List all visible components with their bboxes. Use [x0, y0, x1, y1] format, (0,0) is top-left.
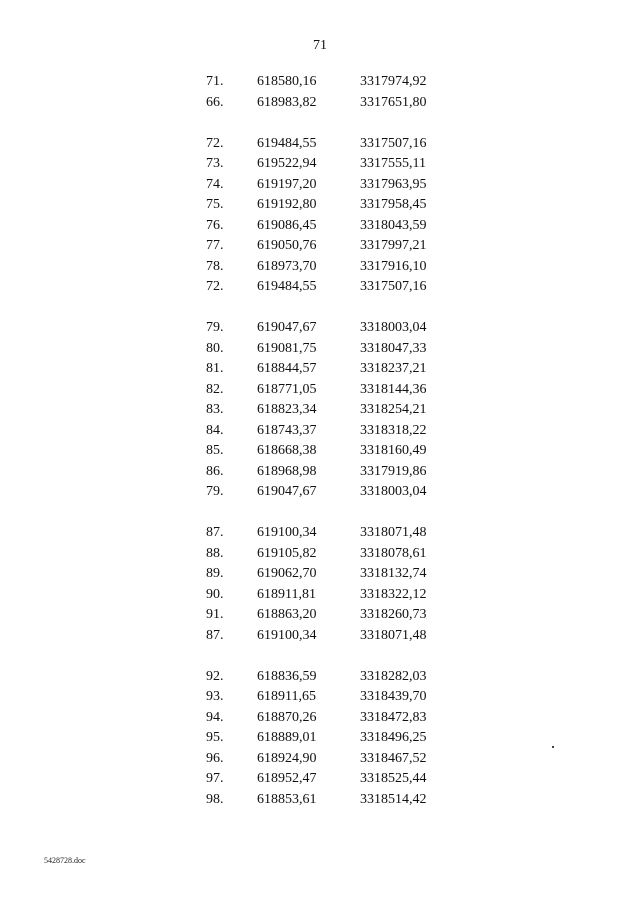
point-number: 85.: [206, 443, 224, 458]
y-coordinate: 3318322,12: [360, 586, 427, 602]
y-coordinate: 3317963,95: [360, 176, 427, 192]
point-number: 89.: [206, 566, 224, 581]
x-coordinate: 619100,34: [257, 627, 317, 643]
y-coordinate: 3318144,36: [360, 381, 427, 397]
point-number: 88.: [206, 545, 224, 561]
table-row: [0, 544, 640, 565]
point-number: 87.: [206, 627, 224, 643]
point-number: 94.: [206, 709, 224, 725]
x-coordinate: 619192,80: [257, 197, 317, 212]
y-coordinate: 3318003,04: [360, 484, 427, 499]
coordinate-table: [0, 72, 640, 831]
point-number: 72.: [206, 279, 224, 294]
y-coordinate: 3317555,11: [360, 156, 426, 171]
point-number: 87.: [206, 525, 224, 540]
point-number: 74.: [206, 176, 224, 192]
table-row: [0, 462, 640, 483]
x-coordinate: 619484,55: [257, 135, 317, 151]
point-number: 76.: [206, 217, 224, 233]
y-coordinate: 3318318,22: [360, 422, 427, 438]
table-row: [0, 134, 640, 155]
x-coordinate: 618983,82: [257, 94, 317, 110]
y-coordinate: 3318043,59: [360, 217, 427, 233]
x-coordinate: 619047,67: [257, 484, 317, 499]
x-coordinate: 618870,26: [257, 709, 317, 725]
point-number: 90.: [206, 586, 224, 602]
table-row: [0, 790, 640, 811]
y-coordinate: 3318514,42: [360, 791, 427, 807]
point-number: 72.: [206, 135, 224, 151]
x-coordinate: 618743,37: [257, 422, 317, 438]
table-row: [0, 523, 640, 544]
table-row: [0, 236, 640, 257]
table-row: [0, 728, 640, 749]
x-coordinate: 618580,16: [257, 74, 317, 89]
y-coordinate: 3317507,16: [360, 279, 427, 294]
y-coordinate: 3318282,03: [360, 668, 427, 684]
y-coordinate: 3317974,92: [360, 74, 427, 89]
table-row: [0, 339, 640, 360]
table-row: [0, 605, 640, 626]
point-number: 78.: [206, 258, 224, 274]
point-number: 66.: [206, 94, 224, 110]
y-coordinate: 3318132,74: [360, 566, 427, 581]
x-coordinate: 618863,20: [257, 607, 317, 622]
y-coordinate: 3318439,70: [360, 689, 427, 704]
x-coordinate: 618889,01: [257, 730, 317, 745]
coordinate-group: [0, 134, 640, 298]
y-coordinate: 3317916,10: [360, 258, 427, 274]
y-coordinate: 3318472,83: [360, 709, 427, 725]
point-number: 79.: [206, 484, 224, 499]
point-number: 84.: [206, 422, 224, 438]
y-coordinate: 3317919,86: [360, 463, 427, 479]
table-row: [0, 93, 640, 114]
x-coordinate: 619047,67: [257, 320, 317, 335]
coordinate-group: [0, 523, 640, 646]
point-number: 77.: [206, 238, 224, 253]
point-number: 81.: [206, 361, 224, 376]
table-row: [0, 359, 640, 380]
x-coordinate: 619522,94: [257, 156, 317, 171]
y-coordinate: 3318525,44: [360, 771, 427, 786]
stray-mark: [552, 746, 554, 748]
page-number: 71: [313, 38, 327, 53]
y-coordinate: 3318160,49: [360, 443, 427, 458]
x-coordinate: 618853,61: [257, 791, 317, 807]
point-number: 95.: [206, 730, 224, 745]
point-number: 97.: [206, 771, 224, 786]
coordinate-group: [0, 72, 640, 113]
x-coordinate: 619086,45: [257, 217, 317, 233]
table-row: [0, 216, 640, 237]
table-row: [0, 380, 640, 401]
y-coordinate: 3318071,48: [360, 627, 427, 643]
point-number: 93.: [206, 689, 224, 704]
x-coordinate: 619100,34: [257, 525, 317, 540]
coordinate-group: [0, 318, 640, 503]
x-coordinate: 619484,55: [257, 279, 317, 294]
y-coordinate: 3318254,21: [360, 402, 427, 417]
x-coordinate: 618668,38: [257, 443, 317, 458]
point-number: 96.: [206, 750, 224, 766]
y-coordinate: 3318260,73: [360, 607, 427, 622]
x-coordinate: 618911,81: [257, 586, 316, 602]
table-row: [0, 667, 640, 688]
footer-filename: 5428728.doc: [44, 856, 86, 865]
coordinate-group: [0, 667, 640, 811]
point-number: 73.: [206, 156, 224, 171]
point-number: 75.: [206, 197, 224, 212]
y-coordinate: 3318071,48: [360, 525, 427, 540]
point-number: 83.: [206, 402, 224, 417]
table-row: [0, 257, 640, 278]
y-coordinate: 3318496,25: [360, 730, 427, 745]
table-row: [0, 421, 640, 442]
y-coordinate: 3317507,16: [360, 135, 427, 151]
x-coordinate: 618952,47: [257, 771, 317, 786]
table-row: [0, 749, 640, 770]
point-number: 92.: [206, 668, 224, 684]
x-coordinate: 619050,76: [257, 238, 317, 253]
y-coordinate: 3318467,52: [360, 750, 427, 766]
table-row: [0, 441, 640, 462]
x-coordinate: 618968,98: [257, 463, 317, 479]
y-coordinate: 3318047,33: [360, 340, 427, 356]
point-number: 82.: [206, 381, 224, 397]
x-coordinate: 619081,75: [257, 340, 317, 356]
table-row: [0, 626, 640, 647]
table-row: [0, 318, 640, 339]
table-row: [0, 277, 640, 298]
x-coordinate: 618771,05: [257, 381, 317, 397]
x-coordinate: 619062,70: [257, 566, 317, 581]
table-row: [0, 154, 640, 175]
table-row: [0, 482, 640, 503]
point-number: 86.: [206, 463, 224, 479]
x-coordinate: 618844,57: [257, 361, 317, 376]
table-row: [0, 72, 640, 93]
y-coordinate: 3317958,45: [360, 197, 427, 212]
table-row: [0, 585, 640, 606]
x-coordinate: 618973,70: [257, 258, 317, 274]
table-row: [0, 564, 640, 585]
table-row: [0, 769, 640, 790]
table-row: [0, 708, 640, 729]
point-number: 79.: [206, 320, 224, 335]
table-row: [0, 195, 640, 216]
x-coordinate: 619105,82: [257, 545, 317, 561]
x-coordinate: 619197,20: [257, 176, 317, 192]
point-number: 80.: [206, 340, 224, 356]
point-number: 91.: [206, 607, 224, 622]
point-number: 71.: [206, 74, 224, 89]
x-coordinate: 618823,34: [257, 402, 317, 417]
x-coordinate: 618911,65: [257, 689, 316, 704]
y-coordinate: 3317651,80: [360, 94, 427, 110]
table-row: [0, 687, 640, 708]
point-number: 98.: [206, 791, 224, 807]
y-coordinate: 3318237,21: [360, 361, 427, 376]
x-coordinate: 618924,90: [257, 750, 317, 766]
y-coordinate: 3318003,04: [360, 320, 427, 335]
table-row: [0, 400, 640, 421]
x-coordinate: 618836,59: [257, 668, 317, 684]
table-row: [0, 175, 640, 196]
y-coordinate: 3317997,21: [360, 238, 427, 253]
y-coordinate: 3318078,61: [360, 545, 427, 561]
